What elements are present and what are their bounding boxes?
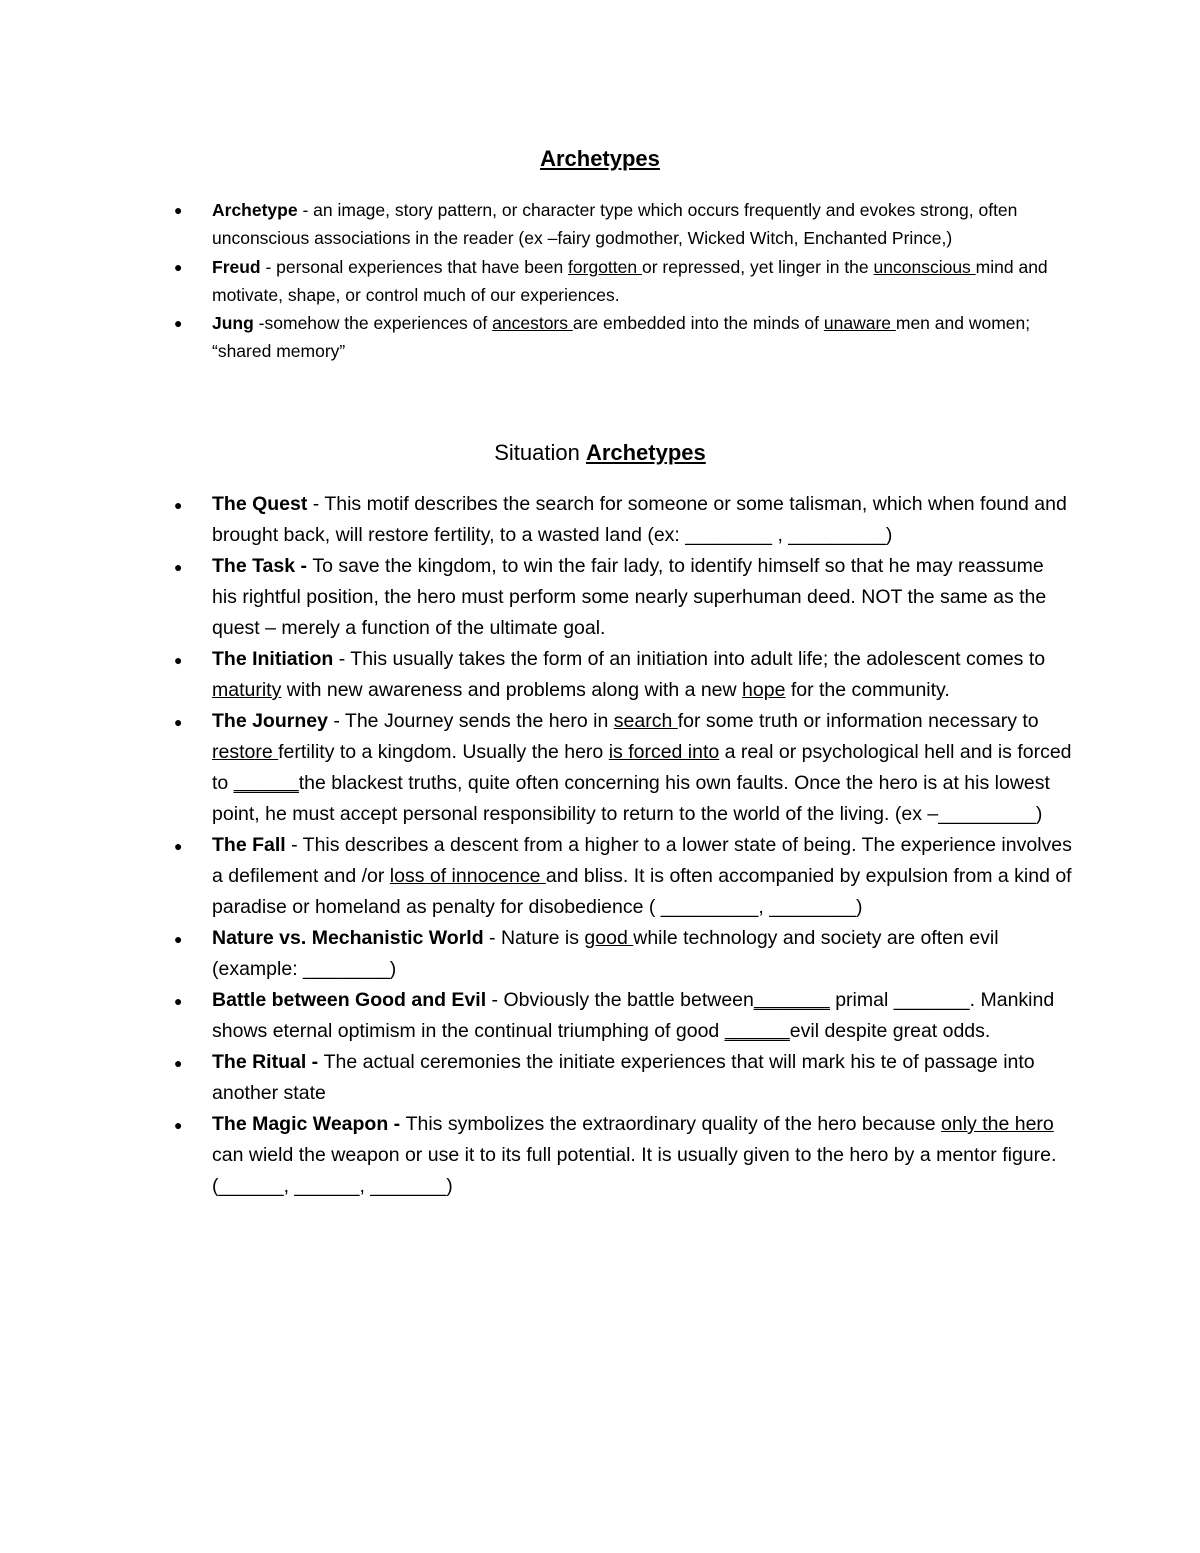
- term-label: Nature vs. Mechanistic World: [212, 927, 484, 949]
- definition-text: - an image, story pattern, or character type which occurs frequently and evokes strong, often unconscious associations in the reader (ex –fairy godmother, Wicked Witch, Enchanted Prince,): [212, 200, 1018, 249]
- bullet-icon: ●: [174, 838, 183, 854]
- definition-text: - personal experiences that have been: [260, 256, 569, 277]
- underlined-answer: ancestors: [492, 313, 573, 334]
- definition-text: -somehow the experiences of: [253, 313, 493, 334]
- list-item: [0, 196, 1200, 253]
- definition-text: for the community.: [785, 679, 950, 701]
- bullet-icon: ●: [174, 202, 183, 218]
- list-item: [0, 1047, 1200, 1109]
- definition-text: can wield the weapon or use it to its full potential. It is usually given to the hero by a mentor figure. (______, ______, _______): [212, 1144, 1057, 1197]
- definition-text: - The Journey sends the hero in: [327, 710, 614, 732]
- blank-line: ______: [233, 772, 299, 794]
- list-item: [0, 309, 1200, 366]
- term-label: The Initiation: [212, 648, 334, 670]
- section-title-bold: Archetypes: [585, 440, 706, 465]
- definition-text: men and women; “shared memory”: [212, 313, 1031, 362]
- definition-text: The actual ceremonies the initiate experiences that will mark his te of passage into another state: [212, 1051, 1035, 1104]
- section-title-plain: Situation: [494, 440, 586, 465]
- situations-list: [0, 489, 1200, 1202]
- underlined-answer: only the hero: [941, 1113, 1054, 1135]
- definition-text: - This usually takes the form of an initiation into adult life; the adolescent comes to: [333, 648, 1046, 670]
- list-item: [0, 923, 1200, 985]
- bullet-icon: ●: [174, 1055, 183, 1071]
- underlined-answer: loss of innocence: [389, 865, 546, 887]
- bullet-icon: ●: [174, 559, 183, 575]
- definition-text: primal _______. Mankind shows eternal optimism in the continual triumphing of good: [212, 989, 1055, 1042]
- term-label: Freud: [212, 256, 261, 277]
- underlined-answer: is forced into: [608, 741, 720, 763]
- term-label: Battle between Good and Evil: [212, 989, 487, 1011]
- definition-text: with new awareness and problems along with a new: [281, 679, 743, 701]
- term-label: The Journey: [212, 710, 328, 732]
- bullet-icon: ●: [174, 652, 183, 668]
- definition-text: evil despite great odds.: [789, 1020, 991, 1042]
- definition-text: To save the kingdom, to win the fair lady, to identify himself so that he may reassume his rightful position, the hero must perform some nearly superhuman deed. NOT the same as the quest – merely a function of the ultimate goal.: [212, 555, 1047, 639]
- list-item: [0, 551, 1200, 644]
- list-item: [0, 489, 1200, 551]
- list-item: [0, 706, 1200, 830]
- underlined-answer: good: [584, 927, 634, 949]
- blank-line: ______: [724, 1020, 790, 1042]
- underlined-answer: restore: [212, 741, 279, 763]
- list-item: [0, 253, 1200, 310]
- list-item: [0, 830, 1200, 923]
- term-label: The Task -: [212, 555, 313, 577]
- bullet-icon: ●: [174, 931, 183, 947]
- bullet-icon: ●: [174, 315, 183, 332]
- bullet-icon: ●: [174, 1117, 183, 1133]
- underlined-answer: search: [613, 710, 678, 732]
- definition-text: and bliss. It is often accompanied by expulsion from a kind of paradise or homeland as penalty for disobedience ( _________, ________): [212, 865, 1072, 918]
- term-label: The Fall: [212, 834, 286, 856]
- list-item: [0, 985, 1200, 1047]
- definition-text: or repressed, yet linger in the: [642, 256, 874, 277]
- page-title: [0, 146, 1200, 172]
- definition-text: for someone or some talisman, which when found and brought back, will restore fertility, to a wasted land (ex: ________ , _________): [212, 493, 1067, 546]
- term-label: The Ritual -: [212, 1051, 324, 1073]
- definition-text: a real or psychological hell and is forced to: [212, 741, 1072, 794]
- underlined-answer: forgotten: [568, 256, 642, 277]
- section-title: [0, 440, 1200, 466]
- definition-text: are embedded into the minds of: [572, 313, 824, 334]
- definition-text: mind and motivate, shape, or control much of our experiences.: [212, 256, 1048, 305]
- page-title-text: Archetypes: [540, 146, 660, 171]
- definition-text: fertility to a kingdom. Usually the hero: [278, 741, 609, 763]
- definition-text: - Nature is: [483, 927, 585, 949]
- underlined-answer: maturity: [212, 679, 282, 701]
- definition-text: the blackest truths, quite often concerning his own faults. Once the hero is at his lowest point, he must accept personal responsibility to return to the world of the living. (ex –_________): [212, 772, 1050, 825]
- blank-line: _______: [753, 989, 830, 1011]
- definition-text: This symbolizes the extraordinary quality of the hero because: [405, 1113, 942, 1135]
- definition-text: for some truth or information necessary to: [677, 710, 1039, 732]
- term-label: Archetype: [212, 200, 298, 220]
- bullet-icon: ●: [174, 258, 183, 275]
- term-label: The Quest: [212, 493, 308, 515]
- underlined-answer: unconscious: [873, 256, 976, 277]
- definitions-list: [0, 196, 1200, 366]
- bullet-icon: ●: [174, 714, 183, 730]
- definition-text: - This motif describes the search: [307, 493, 600, 515]
- underlined-answer: unaware: [823, 313, 896, 334]
- definition-text: while technology and society are often evil (example: ________): [212, 927, 999, 980]
- underlined-answer: hope: [742, 679, 786, 701]
- list-item: [0, 1109, 1200, 1202]
- term-label: The Magic Weapon -: [212, 1113, 406, 1135]
- term-label: Jung: [212, 313, 254, 334]
- definition-text: - Obviously the battle between: [486, 989, 754, 1011]
- list-item: [0, 644, 1200, 706]
- definition-text: - This describes a descent from a higher to a lower state of being. The experience involves a defilement and /or: [212, 834, 1072, 887]
- bullet-icon: ●: [174, 497, 183, 513]
- bullet-icon: ●: [174, 993, 183, 1009]
